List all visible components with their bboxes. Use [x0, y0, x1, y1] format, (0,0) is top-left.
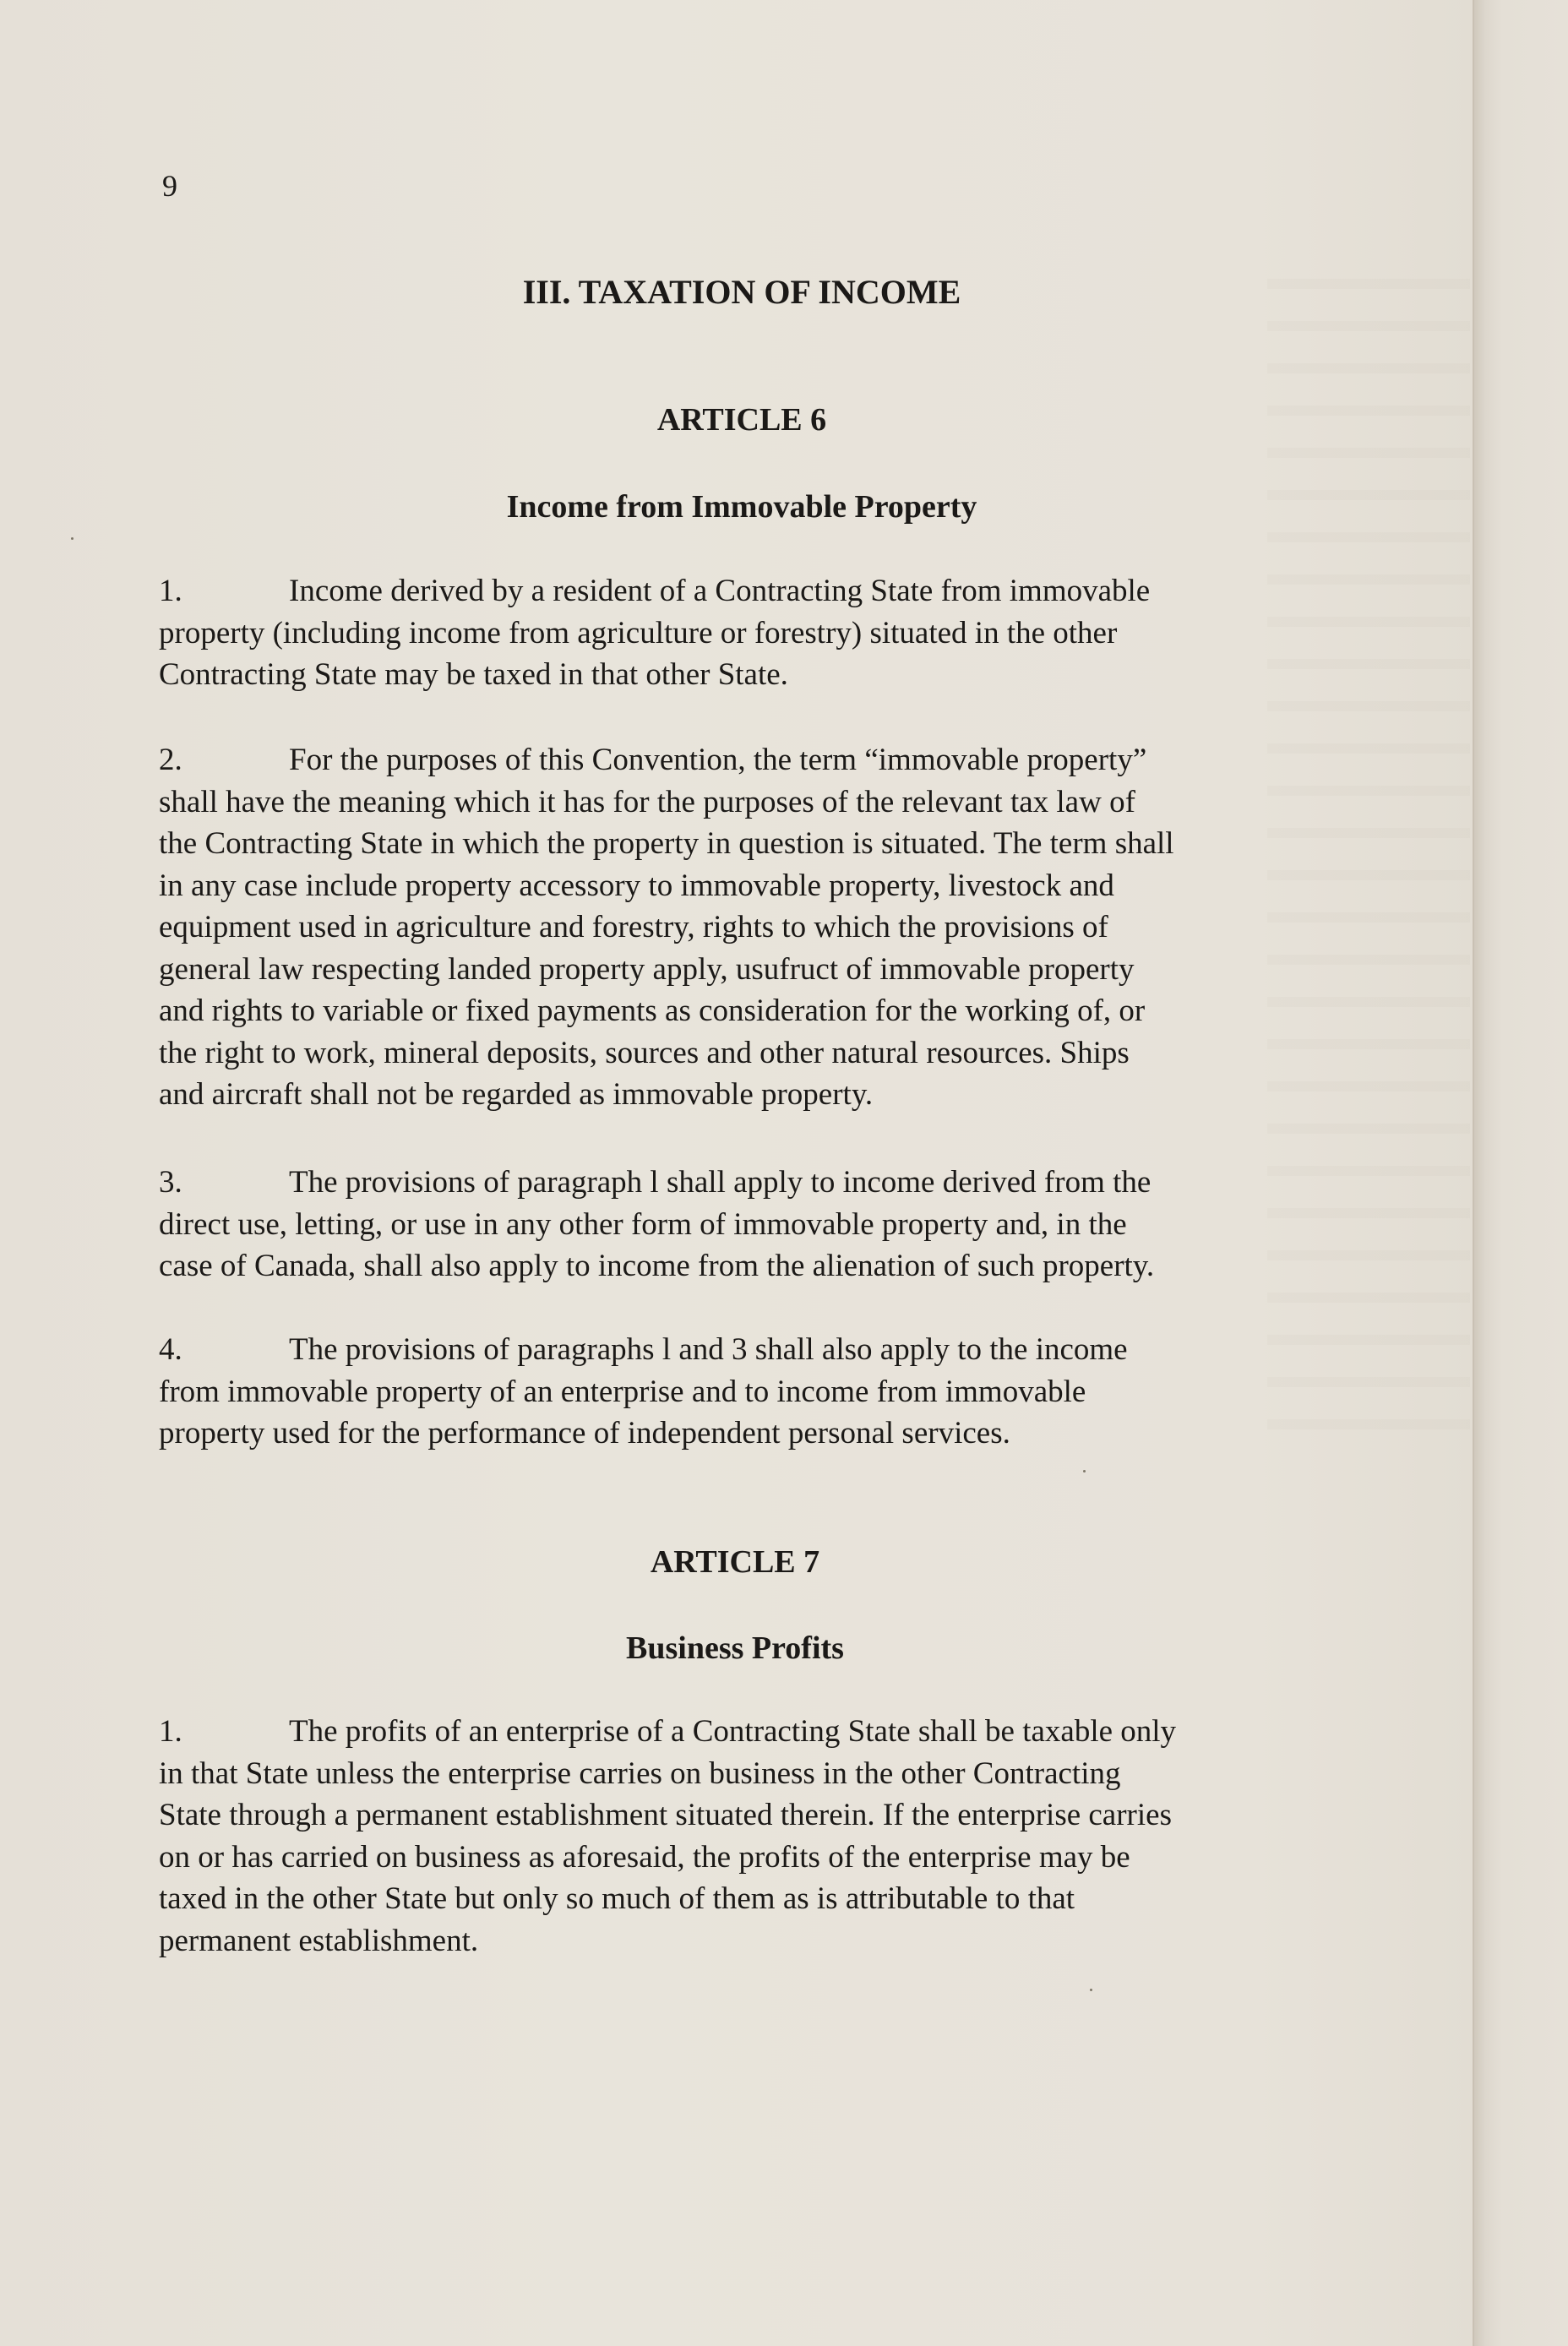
text-line: The provisions of paragraph l shall apply to income derived from the	[289, 1165, 1152, 1200]
part-title: III. TAXATION OF INCOME	[522, 273, 961, 311]
paragraph-number: 2.	[159, 743, 182, 777]
text-line: in that State unless the enterprise carries on business in the other Contracting	[159, 1755, 1121, 1791]
article-6-paragraph-3	[159, 1162, 1342, 1287]
text-line: and rights to variable or fixed payments as consideration for the working of, or	[159, 993, 1146, 1028]
text-line: on or has carried on business as aforesaid, the profits of the enterprise may be	[159, 1839, 1130, 1875]
text-line: State through a permanent establishment situated therein. If the enterprise carries	[159, 1798, 1172, 1832]
article-6-paragraph-1	[159, 570, 1342, 696]
text-line: equipment used in agriculture and forestry, rights to which the provisions of	[159, 910, 1108, 944]
text-line: general law respecting landed property apply, usufruct of immovable property	[159, 951, 1135, 987]
text-line: shall have the meaning which it has for the purposes of the relevant tax law of	[159, 784, 1135, 819]
page-number: 9	[162, 169, 177, 203]
text-line: The profits of an enterprise of a Contracting State shall be taxable only	[289, 1714, 1177, 1749]
article-6-subheading: Income from Immovable Property	[506, 489, 977, 525]
dust-speck	[1083, 1470, 1086, 1472]
text-line: For the purposes of this Convention, the term “immovable property”	[289, 743, 1147, 777]
page-edge	[1474, 0, 1568, 2346]
text-line: property used for the performance of independent personal services.	[159, 1416, 1010, 1451]
article-7-paragraph-1	[159, 1711, 1342, 1962]
dust-speck	[1090, 1989, 1092, 1991]
paragraph-number: 3.	[159, 1165, 182, 1200]
dust-speck	[71, 537, 74, 540]
text-line: permanent establishment.	[159, 1923, 479, 1958]
text-line: The provisions of paragraphs l and 3 shall also apply to the income	[289, 1332, 1128, 1367]
text-line: taxed in the other State but only so much of them as is attributable to that	[159, 1881, 1075, 1916]
text-line: Contracting State may be taxed in that other State.	[159, 657, 788, 692]
text-line: property (including income from agriculture or forestry) situated in the other	[159, 615, 1118, 650]
text-line: the Contracting State in which the property in question is situated. The term shall	[159, 826, 1174, 861]
paragraph-number: 1.	[159, 1714, 182, 1749]
text-line: in any case include property accessory to immovable property, livestock and	[159, 868, 1114, 903]
article-7-heading: ARTICLE 7	[650, 1544, 820, 1580]
article-7-subheading: Business Profits	[626, 1630, 844, 1666]
text-line: the right to work, mineral deposits, sources and other natural resources. Ships	[159, 1035, 1130, 1070]
text-line: Income derived by a resident of a Contracting State from immovable	[289, 574, 1151, 608]
text-line: case of Canada, shall also apply to income from the alienation of such property.	[159, 1249, 1155, 1283]
article-6-heading: ARTICLE 6	[656, 402, 827, 438]
text-line: and aircraft shall not be regarded as immovable property.	[159, 1077, 874, 1112]
text-line: from immovable property of an enterprise and to income from immovable	[159, 1374, 1086, 1409]
paragraph-number: 4.	[159, 1332, 182, 1367]
article-6-paragraph-2	[159, 739, 1342, 1116]
article-6-paragraph-4	[159, 1329, 1342, 1455]
text-line: direct use, letting, or use in any other form of immovable property and, in the	[159, 1206, 1127, 1242]
paragraph-number: 1.	[159, 574, 182, 608]
